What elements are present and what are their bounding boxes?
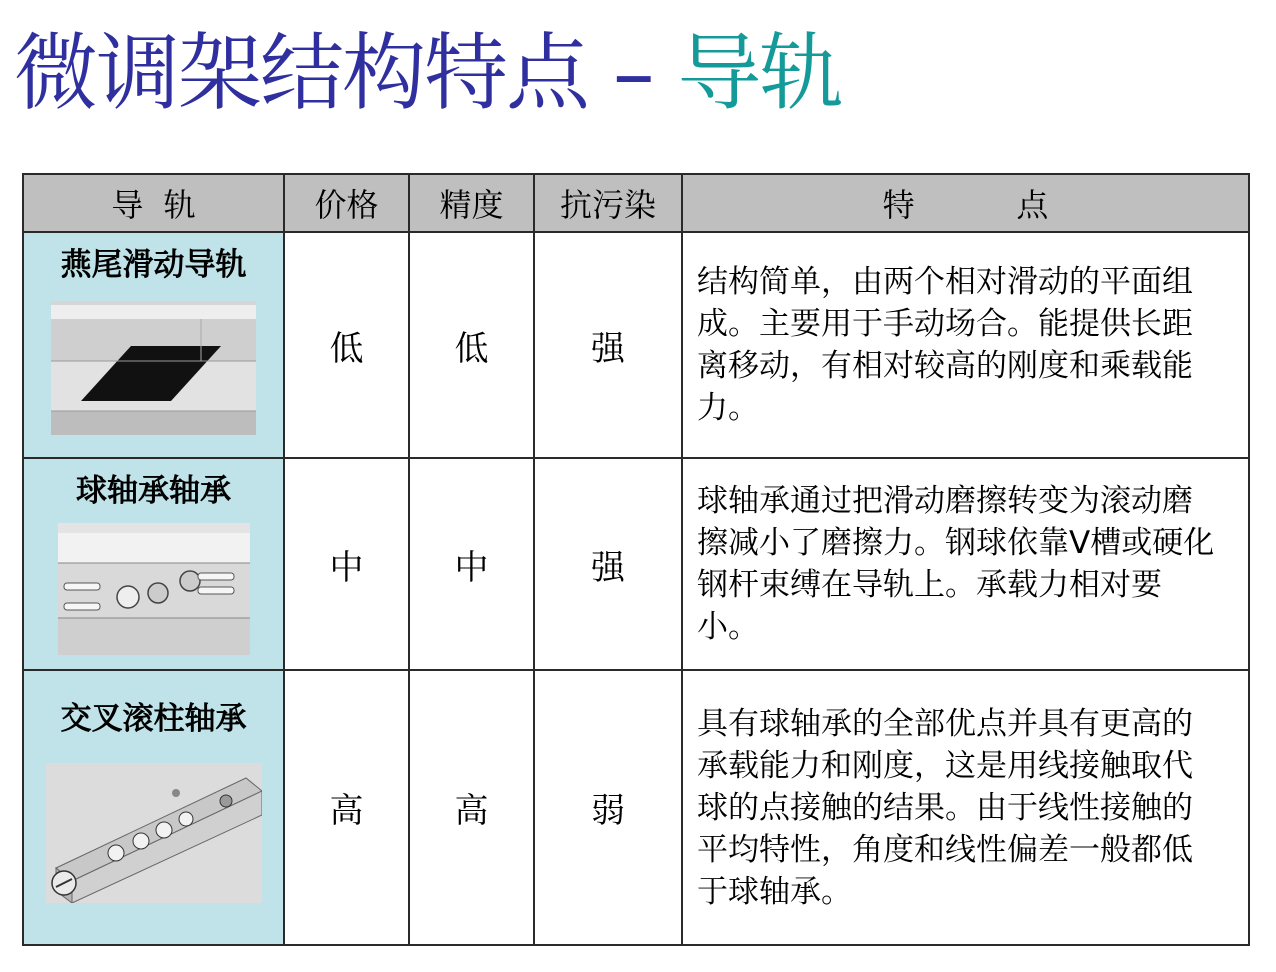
precision-value: 低 <box>409 232 534 458</box>
table-row <box>23 670 1249 945</box>
ball-bearing-slide-image <box>58 523 250 655</box>
header-price: 价格 <box>284 174 409 232</box>
page-title <box>14 18 841 128</box>
guide-comparison-table <box>22 173 1250 946</box>
guide-name: 球轴承轴承 <box>76 473 231 509</box>
header-contamination: 抗污染 <box>534 174 682 232</box>
guide-name-cell <box>23 670 284 945</box>
contamination-value: 弱 <box>534 670 682 945</box>
guide-name: 交叉滚柱轴承 <box>60 701 247 737</box>
price-value: 中 <box>284 458 409 670</box>
table-row <box>23 232 1249 458</box>
header-precision: 精度 <box>409 174 534 232</box>
price-value: 低 <box>284 232 409 458</box>
title-accent: 导轨 <box>677 24 842 122</box>
precision-value: 高 <box>409 670 534 945</box>
title-main: 微调架结构特点 – <box>14 24 678 122</box>
guide-name: 燕尾滑动导轨 <box>60 247 247 283</box>
features-cell <box>682 670 1249 945</box>
header-features: 特 点 <box>682 174 1249 232</box>
table-row <box>23 458 1249 670</box>
features-text: 具有球轴承的全部优点并具有更高的承载能力和刚度，这是用线接触取代球的点接触的结果。由于线性接触的平均特性，角度和线性偏差一般都低于球轴承。 <box>697 705 1193 910</box>
features-cell <box>682 458 1249 670</box>
guide-name-cell <box>23 232 284 458</box>
table-header-row <box>23 174 1249 232</box>
price-value: 高 <box>284 670 409 945</box>
features-cell <box>682 232 1249 458</box>
crossed-roller-slide-image <box>46 763 262 903</box>
features-text: 球轴承通过把滑动磨擦转变为滚动磨擦减小了磨擦力。钢球依靠V槽或硬化钢杆束缚在导轨上。承载力相对要小。 <box>697 483 1215 645</box>
guide-name-cell <box>23 458 284 670</box>
header-guide: 导 轨 <box>23 174 284 232</box>
contamination-value: 强 <box>534 232 682 458</box>
contamination-value: 强 <box>534 458 682 670</box>
precision-value: 中 <box>409 458 534 670</box>
dovetail-slide-image <box>51 301 256 435</box>
features-text: 结构简单，由两个相对滑动的平面组成。主要用于手动场合。能提供长距离移动，有相对较高的刚度和乘载能力。 <box>697 264 1193 426</box>
